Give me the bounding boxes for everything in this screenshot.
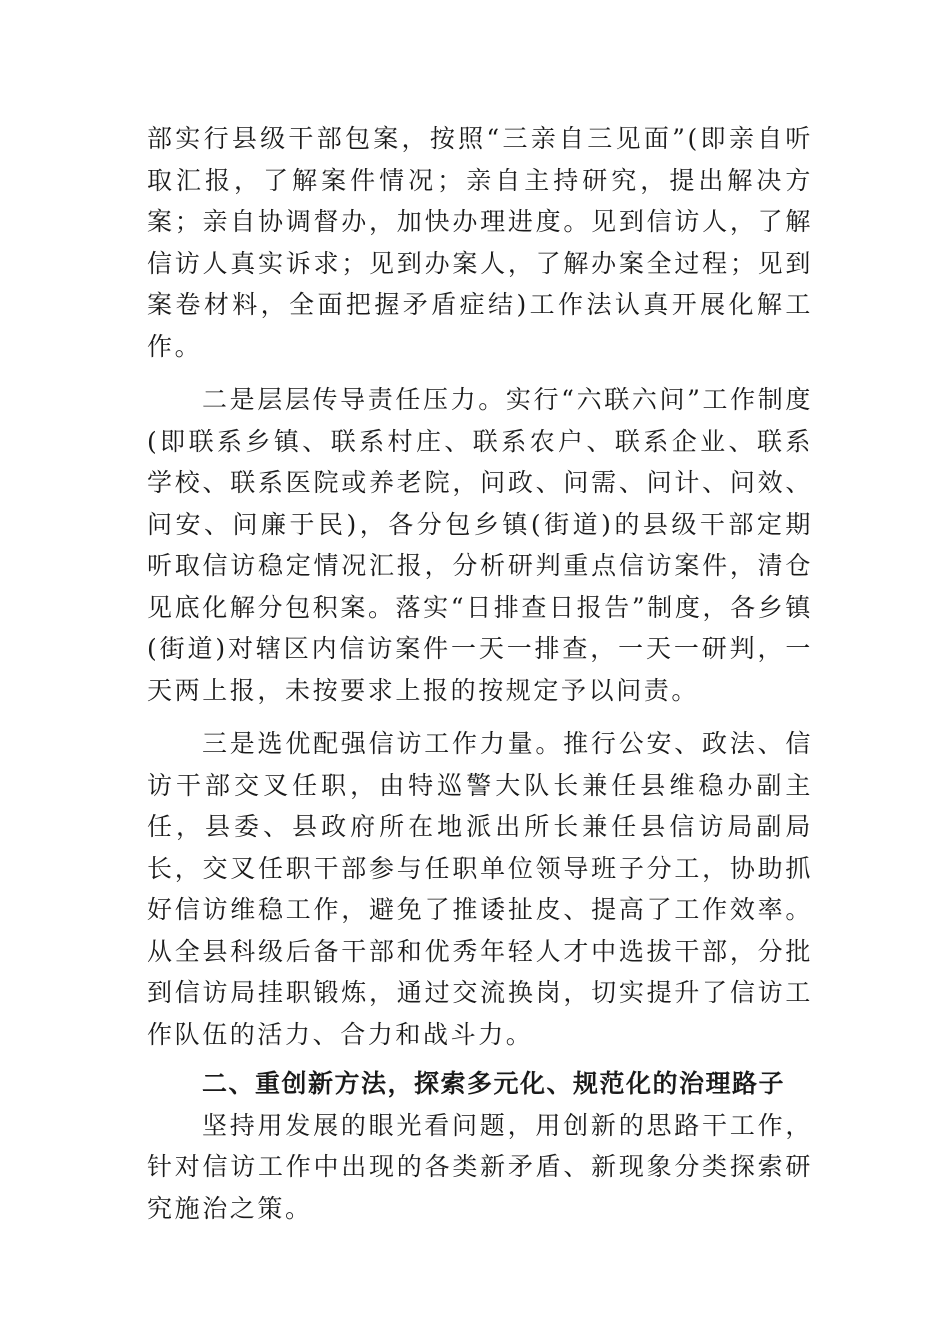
paragraph-innovation: 坚持用发展的眼光看问题，用创新的思路干工作，针对信访工作中出现的各类新矛盾、新现象分类探索研究施治之策。 bbox=[147, 1110, 813, 1223]
paragraph-petition-workforce: 三是选优配强信访工作力量。推行公安、政法、信访干部交叉任职，由特巡警大队长兼任县维稳办副主任，县委、县政府所在地派出所长兼任县信访局副局长，交叉任职干部参与任职单位领导班子分工，协助抓好信访维稳工作，避免了推诿扯皮、提高了工作效率。从全县科级后备干部和优秀年轻人才中选拔干部，分批到信访局挂职锻炼，通过交流换岗，切实提升了信访工作队伍的活力、合力和战斗力。 bbox=[147, 729, 813, 1049]
section-heading: 二、重创新方法，探索多元化、规范化的治理路子 bbox=[202, 1069, 786, 1098]
paragraph-responsibility-pressure: 二是层层传导责任压力。实行“六联六问”工作制度(即联系乡镇、联系村庄、联系农户、联系企业、联系学校、联系医院或养老院，问政、问需、问计、问效、问安、问廉于民)，各分包乡镇(街道)的县级干部定期听取信访稳定情况汇报，分析研判重点信访案件，清仓见底化解分包积案。落实“日排查日报告”制度，各乡镇(街道)对辖区内信访案件一天一排查，一天一研判，一天两上报，未按要求上报的按规定予以问责。 bbox=[147, 385, 813, 705]
paragraph-continuation: 部实行县级干部包案，按照“三亲自三见面”(即亲自听取汇报，了解案件情况；亲自主持研究，提出解决方案；亲自协调督办，加快办理进度。见到信访人，了解信访人真实诉求；见到办案人，了解办案全过程；见到案卷材料，全面把握矛盾症结)工作法认真开展化解工作。 bbox=[147, 124, 813, 361]
document-page bbox=[147, 118, 813, 1229]
